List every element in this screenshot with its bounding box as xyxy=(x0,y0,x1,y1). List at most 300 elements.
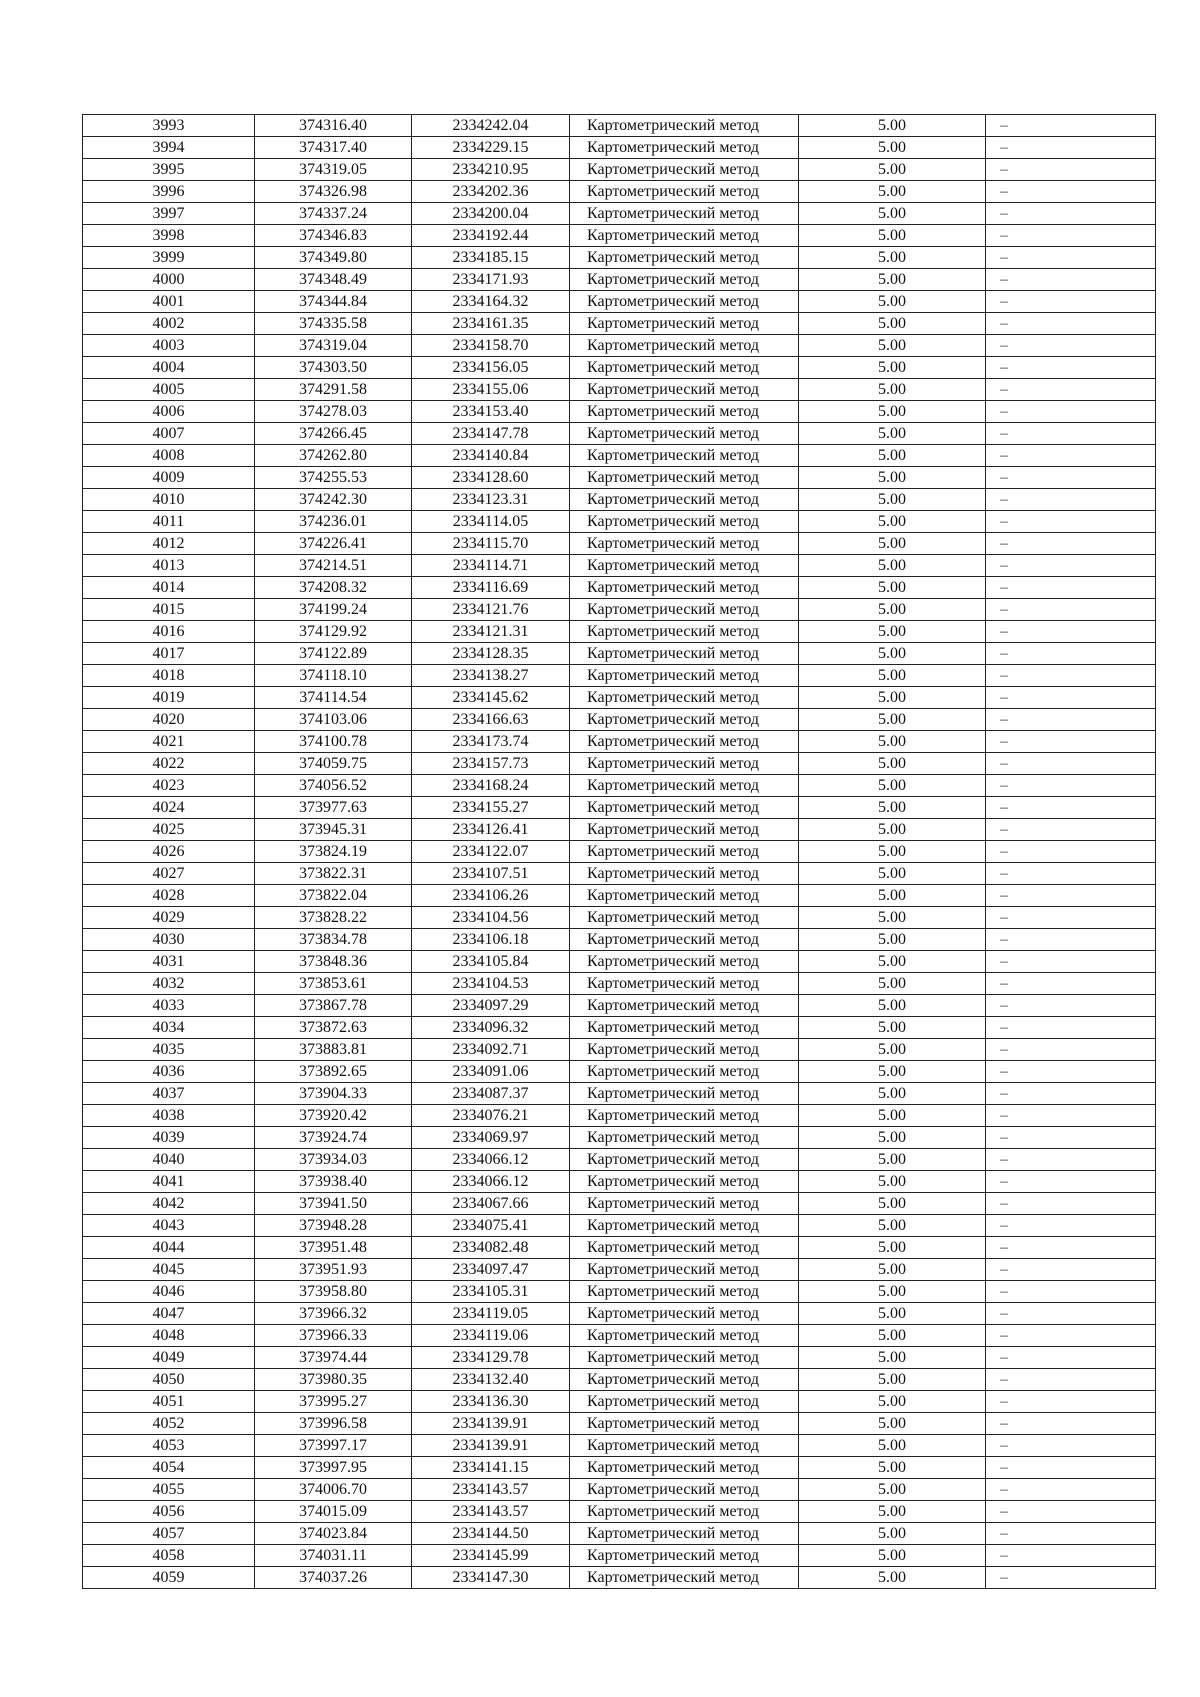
accuracy-cell: 5.00 xyxy=(799,423,986,445)
note-cell: – xyxy=(986,599,1156,621)
method-cell: Картометрический метод xyxy=(570,709,799,731)
table-row xyxy=(83,1171,1156,1193)
method-cell: Картометрический метод xyxy=(570,1281,799,1303)
table-row xyxy=(83,1215,1156,1237)
note-cell: – xyxy=(986,1545,1156,1567)
method-cell: Картометрический метод xyxy=(570,1347,799,1369)
point-number-cell: 4025 xyxy=(83,819,255,841)
accuracy-cell: 5.00 xyxy=(799,1325,986,1347)
table-row xyxy=(83,1193,1156,1215)
method-cell: Картометрический метод xyxy=(570,1567,799,1589)
y-coordinate-cell: 2334168.24 xyxy=(412,775,570,797)
note-cell: – xyxy=(986,863,1156,885)
y-coordinate-cell: 2334136.30 xyxy=(412,1391,570,1413)
point-number-cell: 4024 xyxy=(83,797,255,819)
accuracy-cell: 5.00 xyxy=(799,1347,986,1369)
note-cell: – xyxy=(986,929,1156,951)
y-coordinate-cell: 2334143.57 xyxy=(412,1501,570,1523)
point-number-cell: 3995 xyxy=(83,159,255,181)
note-cell: – xyxy=(986,1303,1156,1325)
point-number-cell: 4021 xyxy=(83,731,255,753)
point-number-cell: 4030 xyxy=(83,929,255,951)
accuracy-cell: 5.00 xyxy=(799,907,986,929)
x-coordinate-cell: 373867.78 xyxy=(255,995,412,1017)
table-row xyxy=(83,203,1156,225)
x-coordinate-cell: 374056.52 xyxy=(255,775,412,797)
accuracy-cell: 5.00 xyxy=(799,709,986,731)
accuracy-cell: 5.00 xyxy=(799,731,986,753)
method-cell: Картометрический метод xyxy=(570,995,799,1017)
note-cell: – xyxy=(986,709,1156,731)
accuracy-cell: 5.00 xyxy=(799,1193,986,1215)
accuracy-cell: 5.00 xyxy=(799,379,986,401)
note-cell: – xyxy=(986,1149,1156,1171)
method-cell: Картометрический метод xyxy=(570,225,799,247)
note-cell: – xyxy=(986,401,1156,423)
method-cell: Картометрический метод xyxy=(570,335,799,357)
table-row xyxy=(83,467,1156,489)
method-cell: Картометрический метод xyxy=(570,1061,799,1083)
note-cell: – xyxy=(986,1215,1156,1237)
table-row xyxy=(83,555,1156,577)
point-number-cell: 3993 xyxy=(83,115,255,137)
method-cell: Картометрический метод xyxy=(570,1391,799,1413)
table-row xyxy=(83,995,1156,1017)
accuracy-cell: 5.00 xyxy=(799,1567,986,1589)
accuracy-cell: 5.00 xyxy=(799,313,986,335)
note-cell: – xyxy=(986,1435,1156,1457)
y-coordinate-cell: 2334116.69 xyxy=(412,577,570,599)
note-cell: – xyxy=(986,379,1156,401)
accuracy-cell: 5.00 xyxy=(799,1171,986,1193)
x-coordinate-cell: 374344.84 xyxy=(255,291,412,313)
y-coordinate-cell: 2334104.56 xyxy=(412,907,570,929)
note-cell: – xyxy=(986,1325,1156,1347)
method-cell: Картометрический метод xyxy=(570,1325,799,1347)
point-number-cell: 4006 xyxy=(83,401,255,423)
accuracy-cell: 5.00 xyxy=(799,665,986,687)
method-cell: Картометрический метод xyxy=(570,269,799,291)
note-cell: – xyxy=(986,1523,1156,1545)
x-coordinate-cell: 373980.35 xyxy=(255,1369,412,1391)
point-number-cell: 4038 xyxy=(83,1105,255,1127)
y-coordinate-cell: 2334210.95 xyxy=(412,159,570,181)
note-cell: – xyxy=(986,1127,1156,1149)
point-number-cell: 4011 xyxy=(83,511,255,533)
note-cell: – xyxy=(986,1347,1156,1369)
method-cell: Картометрический метод xyxy=(570,1215,799,1237)
method-cell: Картометрический метод xyxy=(570,731,799,753)
y-coordinate-cell: 2334192.44 xyxy=(412,225,570,247)
x-coordinate-cell: 373892.65 xyxy=(255,1061,412,1083)
point-number-cell: 4058 xyxy=(83,1545,255,1567)
x-coordinate-cell: 373872.63 xyxy=(255,1017,412,1039)
point-number-cell: 4048 xyxy=(83,1325,255,1347)
method-cell: Картометрический метод xyxy=(570,445,799,467)
accuracy-cell: 5.00 xyxy=(799,1083,986,1105)
table-row xyxy=(83,357,1156,379)
point-number-cell: 4035 xyxy=(83,1039,255,1061)
x-coordinate-cell: 374100.78 xyxy=(255,731,412,753)
point-number-cell: 4010 xyxy=(83,489,255,511)
point-number-cell: 4013 xyxy=(83,555,255,577)
x-coordinate-cell: 373824.19 xyxy=(255,841,412,863)
method-cell: Картометрический метод xyxy=(570,643,799,665)
x-coordinate-cell: 374255.53 xyxy=(255,467,412,489)
x-coordinate-cell: 374059.75 xyxy=(255,753,412,775)
table-row xyxy=(83,1457,1156,1479)
x-coordinate-cell: 373995.27 xyxy=(255,1391,412,1413)
point-number-cell: 3997 xyxy=(83,203,255,225)
accuracy-cell: 5.00 xyxy=(799,1369,986,1391)
accuracy-cell: 5.00 xyxy=(799,1501,986,1523)
point-number-cell: 4020 xyxy=(83,709,255,731)
method-cell: Картометрический метод xyxy=(570,1149,799,1171)
y-coordinate-cell: 2334129.78 xyxy=(412,1347,570,1369)
x-coordinate-cell: 374118.10 xyxy=(255,665,412,687)
x-coordinate-cell: 373966.32 xyxy=(255,1303,412,1325)
x-coordinate-cell: 373951.48 xyxy=(255,1237,412,1259)
accuracy-cell: 5.00 xyxy=(799,995,986,1017)
method-cell: Картометрический метод xyxy=(570,1479,799,1501)
table-row xyxy=(83,511,1156,533)
note-cell: – xyxy=(986,137,1156,159)
y-coordinate-cell: 2334156.05 xyxy=(412,357,570,379)
point-number-cell: 4009 xyxy=(83,467,255,489)
point-number-cell: 4051 xyxy=(83,1391,255,1413)
table-row xyxy=(83,709,1156,731)
x-coordinate-cell: 374319.04 xyxy=(255,335,412,357)
y-coordinate-cell: 2334155.27 xyxy=(412,797,570,819)
y-coordinate-cell: 2334122.07 xyxy=(412,841,570,863)
note-cell: – xyxy=(986,1479,1156,1501)
point-number-cell: 4004 xyxy=(83,357,255,379)
method-cell: Картометрический метод xyxy=(570,489,799,511)
y-coordinate-cell: 2334164.32 xyxy=(412,291,570,313)
x-coordinate-cell: 374114.54 xyxy=(255,687,412,709)
y-coordinate-cell: 2334145.99 xyxy=(412,1545,570,1567)
table-row xyxy=(83,159,1156,181)
method-cell: Картометрический метод xyxy=(570,973,799,995)
x-coordinate-cell: 373938.40 xyxy=(255,1171,412,1193)
x-coordinate-cell: 374103.06 xyxy=(255,709,412,731)
table-row xyxy=(83,247,1156,269)
x-coordinate-cell: 374242.30 xyxy=(255,489,412,511)
accuracy-cell: 5.00 xyxy=(799,951,986,973)
method-cell: Картометрический метод xyxy=(570,1237,799,1259)
table-row xyxy=(83,379,1156,401)
note-cell: – xyxy=(986,775,1156,797)
y-coordinate-cell: 2334096.32 xyxy=(412,1017,570,1039)
point-number-cell: 4008 xyxy=(83,445,255,467)
x-coordinate-cell: 373848.36 xyxy=(255,951,412,973)
point-number-cell: 4040 xyxy=(83,1149,255,1171)
y-coordinate-cell: 2334139.91 xyxy=(412,1413,570,1435)
y-coordinate-cell: 2334144.50 xyxy=(412,1523,570,1545)
point-number-cell: 3994 xyxy=(83,137,255,159)
table-row xyxy=(83,137,1156,159)
note-cell: – xyxy=(986,819,1156,841)
point-number-cell: 4031 xyxy=(83,951,255,973)
accuracy-cell: 5.00 xyxy=(799,687,986,709)
x-coordinate-cell: 374262.80 xyxy=(255,445,412,467)
table-row xyxy=(83,1347,1156,1369)
method-cell: Картометрический метод xyxy=(570,379,799,401)
method-cell: Картометрический метод xyxy=(570,533,799,555)
table-row xyxy=(83,401,1156,423)
method-cell: Картометрический метод xyxy=(570,841,799,863)
accuracy-cell: 5.00 xyxy=(799,489,986,511)
accuracy-cell: 5.00 xyxy=(799,1215,986,1237)
y-coordinate-cell: 2334106.18 xyxy=(412,929,570,951)
coordinates-table xyxy=(82,114,1156,1589)
note-cell: – xyxy=(986,335,1156,357)
table-row xyxy=(83,1039,1156,1061)
note-cell: – xyxy=(986,445,1156,467)
method-cell: Картометрический метод xyxy=(570,1193,799,1215)
accuracy-cell: 5.00 xyxy=(799,203,986,225)
point-number-cell: 4012 xyxy=(83,533,255,555)
table-row xyxy=(83,643,1156,665)
accuracy-cell: 5.00 xyxy=(799,929,986,951)
point-number-cell: 4019 xyxy=(83,687,255,709)
y-coordinate-cell: 2334069.97 xyxy=(412,1127,570,1149)
accuracy-cell: 5.00 xyxy=(799,225,986,247)
method-cell: Картометрический метод xyxy=(570,181,799,203)
point-number-cell: 4005 xyxy=(83,379,255,401)
table-row xyxy=(83,313,1156,335)
table-row xyxy=(83,621,1156,643)
method-cell: Картометрический метод xyxy=(570,687,799,709)
y-coordinate-cell: 2334107.51 xyxy=(412,863,570,885)
x-coordinate-cell: 374349.80 xyxy=(255,247,412,269)
accuracy-cell: 5.00 xyxy=(799,885,986,907)
y-coordinate-cell: 2334067.66 xyxy=(412,1193,570,1215)
method-cell: Картометрический метод xyxy=(570,203,799,225)
y-coordinate-cell: 2334114.71 xyxy=(412,555,570,577)
x-coordinate-cell: 374122.89 xyxy=(255,643,412,665)
method-cell: Картометрический метод xyxy=(570,1105,799,1127)
accuracy-cell: 5.00 xyxy=(799,1127,986,1149)
table-row xyxy=(83,1017,1156,1039)
point-number-cell: 4047 xyxy=(83,1303,255,1325)
x-coordinate-cell: 374214.51 xyxy=(255,555,412,577)
note-cell: – xyxy=(986,885,1156,907)
note-cell: – xyxy=(986,1237,1156,1259)
y-coordinate-cell: 2334141.15 xyxy=(412,1457,570,1479)
table-row xyxy=(83,1391,1156,1413)
note-cell: – xyxy=(986,291,1156,313)
note-cell: – xyxy=(986,907,1156,929)
method-cell: Картометрический метод xyxy=(570,511,799,533)
method-cell: Картометрический метод xyxy=(570,929,799,951)
method-cell: Картометрический метод xyxy=(570,1523,799,1545)
accuracy-cell: 5.00 xyxy=(799,555,986,577)
accuracy-cell: 5.00 xyxy=(799,797,986,819)
table-row xyxy=(83,225,1156,247)
y-coordinate-cell: 2334147.78 xyxy=(412,423,570,445)
x-coordinate-cell: 373822.04 xyxy=(255,885,412,907)
x-coordinate-cell: 373996.58 xyxy=(255,1413,412,1435)
table-row xyxy=(83,1061,1156,1083)
method-cell: Картометрический метод xyxy=(570,665,799,687)
table-row xyxy=(83,665,1156,687)
note-cell: – xyxy=(986,423,1156,445)
accuracy-cell: 5.00 xyxy=(799,1479,986,1501)
point-number-cell: 4015 xyxy=(83,599,255,621)
point-number-cell: 4034 xyxy=(83,1017,255,1039)
y-coordinate-cell: 2334126.41 xyxy=(412,819,570,841)
point-number-cell: 4056 xyxy=(83,1501,255,1523)
table-row xyxy=(83,599,1156,621)
x-coordinate-cell: 374266.45 xyxy=(255,423,412,445)
point-number-cell: 4026 xyxy=(83,841,255,863)
table-row xyxy=(83,1325,1156,1347)
point-number-cell: 4023 xyxy=(83,775,255,797)
note-cell: – xyxy=(986,115,1156,137)
x-coordinate-cell: 373945.31 xyxy=(255,819,412,841)
method-cell: Картометрический метод xyxy=(570,1259,799,1281)
method-cell: Картометрический метод xyxy=(570,137,799,159)
note-cell: – xyxy=(986,1413,1156,1435)
y-coordinate-cell: 2334075.41 xyxy=(412,1215,570,1237)
point-number-cell: 4043 xyxy=(83,1215,255,1237)
y-coordinate-cell: 2334166.63 xyxy=(412,709,570,731)
note-cell: – xyxy=(986,1083,1156,1105)
table-row xyxy=(83,1259,1156,1281)
x-coordinate-cell: 374316.40 xyxy=(255,115,412,137)
point-number-cell: 4033 xyxy=(83,995,255,1017)
table-row xyxy=(83,1281,1156,1303)
accuracy-cell: 5.00 xyxy=(799,115,986,137)
x-coordinate-cell: 374278.03 xyxy=(255,401,412,423)
accuracy-cell: 5.00 xyxy=(799,599,986,621)
method-cell: Картометрический метод xyxy=(570,577,799,599)
y-coordinate-cell: 2334132.40 xyxy=(412,1369,570,1391)
point-number-cell: 4022 xyxy=(83,753,255,775)
x-coordinate-cell: 374015.09 xyxy=(255,1501,412,1523)
table-row xyxy=(83,489,1156,511)
y-coordinate-cell: 2334147.30 xyxy=(412,1567,570,1589)
accuracy-cell: 5.00 xyxy=(799,841,986,863)
table-row xyxy=(83,973,1156,995)
point-number-cell: 4007 xyxy=(83,423,255,445)
note-cell: – xyxy=(986,1457,1156,1479)
table-row xyxy=(83,445,1156,467)
accuracy-cell: 5.00 xyxy=(799,335,986,357)
note-cell: – xyxy=(986,313,1156,335)
note-cell: – xyxy=(986,577,1156,599)
point-number-cell: 4000 xyxy=(83,269,255,291)
point-number-cell: 3996 xyxy=(83,181,255,203)
x-coordinate-cell: 373951.93 xyxy=(255,1259,412,1281)
method-cell: Картометрический метод xyxy=(570,1039,799,1061)
table-row xyxy=(83,1083,1156,1105)
y-coordinate-cell: 2334114.05 xyxy=(412,511,570,533)
method-cell: Картометрический метод xyxy=(570,1017,799,1039)
note-cell: – xyxy=(986,555,1156,577)
x-coordinate-cell: 373822.31 xyxy=(255,863,412,885)
method-cell: Картометрический метод xyxy=(570,313,799,335)
y-coordinate-cell: 2334106.26 xyxy=(412,885,570,907)
x-coordinate-cell: 373924.74 xyxy=(255,1127,412,1149)
y-coordinate-cell: 2334200.04 xyxy=(412,203,570,225)
note-cell: – xyxy=(986,687,1156,709)
point-number-cell: 4018 xyxy=(83,665,255,687)
point-number-cell: 4054 xyxy=(83,1457,255,1479)
point-number-cell: 4028 xyxy=(83,885,255,907)
x-coordinate-cell: 373904.33 xyxy=(255,1083,412,1105)
method-cell: Картометрический метод xyxy=(570,863,799,885)
accuracy-cell: 5.00 xyxy=(799,1237,986,1259)
accuracy-cell: 5.00 xyxy=(799,819,986,841)
point-number-cell: 4041 xyxy=(83,1171,255,1193)
note-cell: – xyxy=(986,247,1156,269)
x-coordinate-cell: 374326.98 xyxy=(255,181,412,203)
y-coordinate-cell: 2334119.05 xyxy=(412,1303,570,1325)
accuracy-cell: 5.00 xyxy=(799,533,986,555)
accuracy-cell: 5.00 xyxy=(799,357,986,379)
accuracy-cell: 5.00 xyxy=(799,1259,986,1281)
table-row xyxy=(83,1567,1156,1589)
coordinates-table-body xyxy=(83,115,1156,1589)
note-cell: – xyxy=(986,1259,1156,1281)
point-number-cell: 4053 xyxy=(83,1435,255,1457)
accuracy-cell: 5.00 xyxy=(799,643,986,665)
x-coordinate-cell: 374291.58 xyxy=(255,379,412,401)
accuracy-cell: 5.00 xyxy=(799,1523,986,1545)
x-coordinate-cell: 374335.58 xyxy=(255,313,412,335)
y-coordinate-cell: 2334173.74 xyxy=(412,731,570,753)
table-row xyxy=(83,841,1156,863)
x-coordinate-cell: 373834.78 xyxy=(255,929,412,951)
point-number-cell: 4055 xyxy=(83,1479,255,1501)
x-coordinate-cell: 374303.50 xyxy=(255,357,412,379)
point-number-cell: 4037 xyxy=(83,1083,255,1105)
table-row xyxy=(83,753,1156,775)
x-coordinate-cell: 374236.01 xyxy=(255,511,412,533)
x-coordinate-cell: 373934.03 xyxy=(255,1149,412,1171)
y-coordinate-cell: 2334153.40 xyxy=(412,401,570,423)
note-cell: – xyxy=(986,731,1156,753)
table-row xyxy=(83,1149,1156,1171)
point-number-cell: 4032 xyxy=(83,973,255,995)
x-coordinate-cell: 373958.80 xyxy=(255,1281,412,1303)
note-cell: – xyxy=(986,797,1156,819)
note-cell: – xyxy=(986,1105,1156,1127)
table-row xyxy=(83,819,1156,841)
accuracy-cell: 5.00 xyxy=(799,137,986,159)
y-coordinate-cell: 2334121.76 xyxy=(412,599,570,621)
table-row xyxy=(83,687,1156,709)
x-coordinate-cell: 374348.49 xyxy=(255,269,412,291)
accuracy-cell: 5.00 xyxy=(799,467,986,489)
point-number-cell: 4049 xyxy=(83,1347,255,1369)
accuracy-cell: 5.00 xyxy=(799,159,986,181)
y-coordinate-cell: 2334202.36 xyxy=(412,181,570,203)
y-coordinate-cell: 2334185.15 xyxy=(412,247,570,269)
accuracy-cell: 5.00 xyxy=(799,863,986,885)
note-cell: – xyxy=(986,1567,1156,1589)
method-cell: Картометрический метод xyxy=(570,885,799,907)
accuracy-cell: 5.00 xyxy=(799,181,986,203)
method-cell: Картометрический метод xyxy=(570,357,799,379)
y-coordinate-cell: 2334171.93 xyxy=(412,269,570,291)
point-number-cell: 4046 xyxy=(83,1281,255,1303)
y-coordinate-cell: 2334128.60 xyxy=(412,467,570,489)
note-cell: – xyxy=(986,489,1156,511)
accuracy-cell: 5.00 xyxy=(799,753,986,775)
